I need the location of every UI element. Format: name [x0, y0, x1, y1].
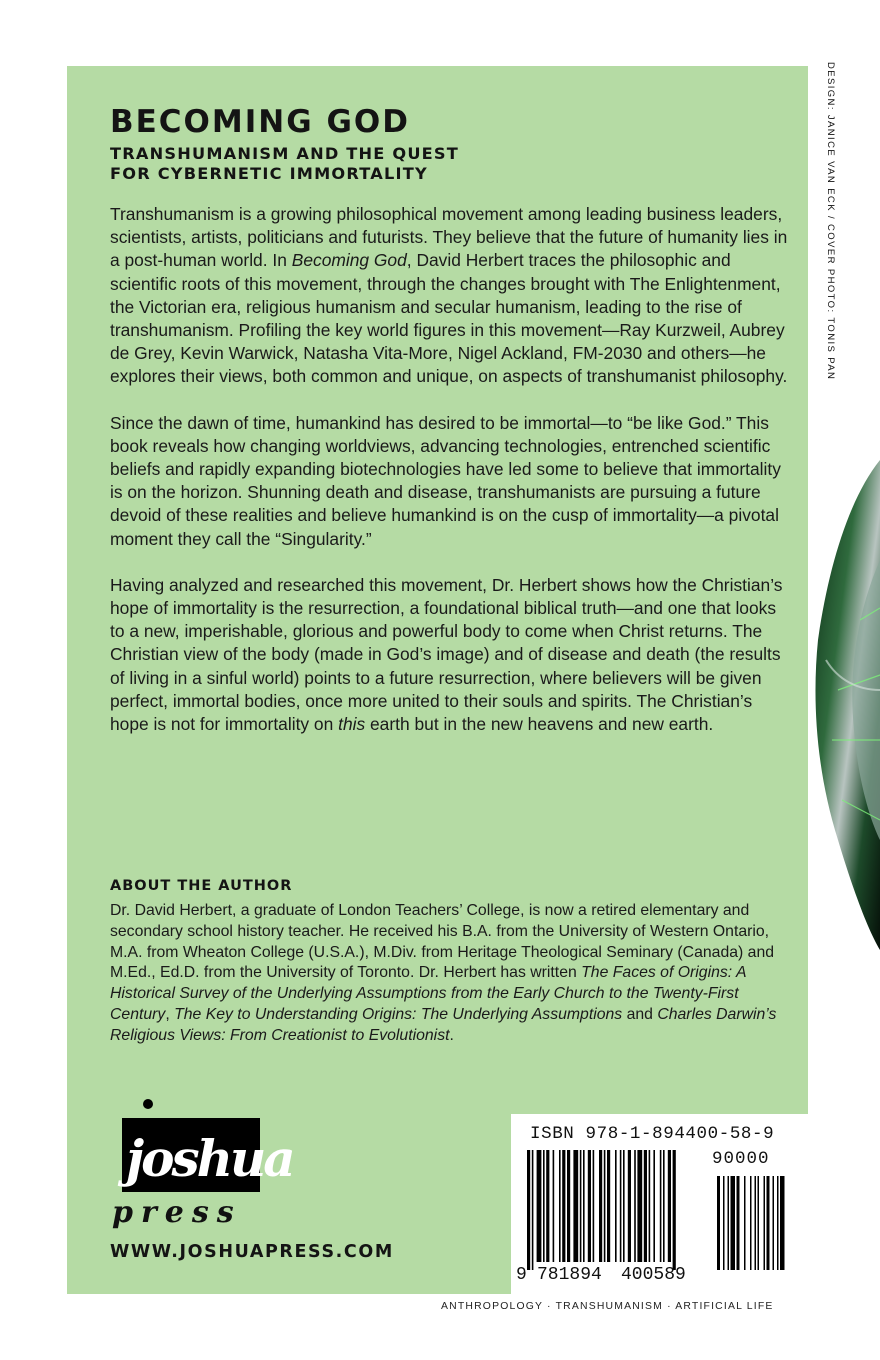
barcode-bar — [543, 1150, 545, 1262]
design-credit: DESIGN: JANICE VAN ECK / COVER PHOTO: TONIS PAN — [825, 62, 836, 381]
addon-bar — [780, 1176, 785, 1270]
description-paragraph-1 — [110, 203, 790, 389]
barcode-bar — [663, 1150, 665, 1262]
barcode-bar — [653, 1150, 655, 1262]
about-author-text — [110, 901, 800, 1047]
cover-art-fragment — [808, 440, 880, 960]
book-title: BECOMING GOD — [110, 104, 411, 140]
subtitle-line-1: TRANSHUMANISM AND THE QUEST — [110, 144, 460, 163]
about-text: Dr. David Herbert, a graduate of London Teachers’ College, is now a retired elementary and secondary school history teacher. He received his B.A. from the University of Western Ontario, M.A. from Wheaton College (U.S.A.), M.Div. from Heritage Theological Seminary (Canada) and M.Ed., Ed.D. from the University of Toronto. Dr. Herbert has written — [110, 902, 775, 982]
barcode-bar — [588, 1150, 591, 1262]
p1-text-a: Transhumanism is a growing philosophical movement among leading business leaders, scientists, artists, politicians and futurists. They believe that the future of humanity lies in a post-human world. In — [110, 204, 788, 271]
price-code: 90000 — [712, 1149, 770, 1169]
separator: . — [449, 1026, 454, 1044]
barcode-bar — [615, 1150, 617, 1262]
addon-bar — [717, 1176, 720, 1270]
publisher-url[interactable]: WWW.JOSHUAPRESS.COM — [110, 1242, 394, 1262]
barcode-bar — [623, 1150, 625, 1262]
barcode-bar — [583, 1150, 585, 1262]
barcode-bar — [628, 1150, 631, 1262]
barcode-bar — [527, 1150, 530, 1270]
addon-bar — [737, 1176, 740, 1270]
p1-text-c: , David Herbert traces the philosophic and scientific roots of this movement, through the changes brought with The Enlightenment, the Victorian era, religious humanism and secular humanism, leading to the rise of transhumanism. Profiling the key world figures in this movement—Ray Kurzweil, Aubrey de Grey, Kevin Warwick, Natasha Vita-More, Nigel Ackland, FM-2030 and others—he explores their views, both common and unique, on aspects of transhumanist philosophy. — [110, 250, 788, 387]
barcode-bar — [567, 1150, 570, 1262]
about-author-heading: ABOUT THE AUTHOR — [110, 878, 293, 894]
barcode-bar — [562, 1150, 565, 1262]
p1-title-italic: Becoming God — [291, 250, 407, 271]
barcode-bar — [673, 1150, 676, 1270]
addon-bar — [764, 1176, 766, 1270]
book-title-2: The Key to Understanding Origins: The Underlying Assumptions — [174, 1005, 623, 1023]
barcode-bar — [580, 1150, 582, 1262]
barcode-bar — [660, 1150, 662, 1262]
barcode-bar — [668, 1150, 671, 1262]
barcode-digits-1: 781894 — [537, 1265, 602, 1285]
category-line: ANTHROPOLOGY · TRANSHUMANISM · ARTIFICIAL LIFE — [441, 1301, 774, 1312]
barcode-bar — [559, 1150, 561, 1262]
addon-bar — [755, 1176, 757, 1270]
addon-bar — [777, 1176, 779, 1270]
addon-bar — [773, 1176, 775, 1270]
p3-text-c: earth but in the new heavens and new earth. — [365, 714, 714, 735]
p3-text-a: Having analyzed and researched this movement, Dr. Herbert shows how the Christian’s hope of immortality is the resurrection, a foundational biblical truth—and one that looks to a new, imperishable, glorious and powerful body to come when Christ returns. The Christian view of the body (made in God’s image) and of disease and death (the results of living in a sinful world) points to a future resurrection, where believers will be given perfect, immortal bodies, once more united to their souls and spirits. The Christian’s hope is not for immortality on — [110, 574, 783, 735]
separator: and — [622, 1005, 658, 1023]
joshua-press-logo — [108, 1098, 293, 1230]
book-title-3: Charles Darwin’s Religious Views: From Creationist to Evolutionist — [110, 1005, 777, 1044]
p3-italic-this: this — [338, 714, 366, 735]
book-title-1: The Faces of Origins: A Historical Survey of the Underlying Assumptions from the Early Church to the Twenty-First Century — [110, 964, 746, 1023]
barcode-bar — [607, 1150, 610, 1262]
addon-bar — [750, 1176, 752, 1270]
addon-bar — [758, 1176, 760, 1270]
barcode-bar — [634, 1150, 636, 1262]
barcode-digit-lead: 9 — [516, 1265, 527, 1285]
isbn-number: ISBN 978-1-894400-58-9 — [530, 1124, 775, 1144]
book-subtitle — [110, 144, 459, 184]
addon-bar — [767, 1176, 770, 1270]
barcode-bar — [599, 1150, 602, 1262]
barcode-bar — [553, 1150, 555, 1262]
barcode-bar — [644, 1150, 647, 1262]
barcode-bar — [620, 1150, 622, 1262]
addon-bar — [728, 1176, 730, 1270]
addon-bar — [744, 1176, 746, 1270]
description-paragraph-2: Since the dawn of time, humankind has desired to be immortal—to “be like God.” This book reveals how changing worldviews, advancing technologies, entrenched scientific beliefs and rapidly expanding biotechnologies have led some to believe that immortality is on the horizon. Shunning death and disease, transhumanists are pursuing a future devoid of these realities and believe humankind is on the cusp of immortality—a pivotal moment they call the “Singularity.” — [110, 412, 781, 549]
barcode-digits-2: 400589 — [621, 1265, 686, 1285]
separator: , — [165, 1005, 175, 1023]
barcode-bar — [532, 1150, 534, 1270]
barcode-bar — [537, 1150, 542, 1262]
barcode-bars — [527, 1150, 797, 1270]
subtitle-line-2: FOR CYBERNETIC IMMORTALITY — [110, 164, 428, 183]
description-paragraph-3 — [110, 574, 790, 736]
logo-press: press — [112, 1195, 242, 1230]
barcode-bar — [593, 1150, 595, 1262]
addon-bar — [723, 1176, 725, 1270]
barcode-bar — [546, 1150, 549, 1262]
logo-wordmark: joshua — [126, 1129, 293, 1188]
barcode-bar — [604, 1150, 606, 1262]
barcode-bar — [649, 1150, 651, 1262]
addon-bar — [731, 1176, 736, 1270]
description — [110, 203, 790, 759]
barcode-bar — [573, 1150, 578, 1262]
barcode-bar — [637, 1150, 642, 1262]
